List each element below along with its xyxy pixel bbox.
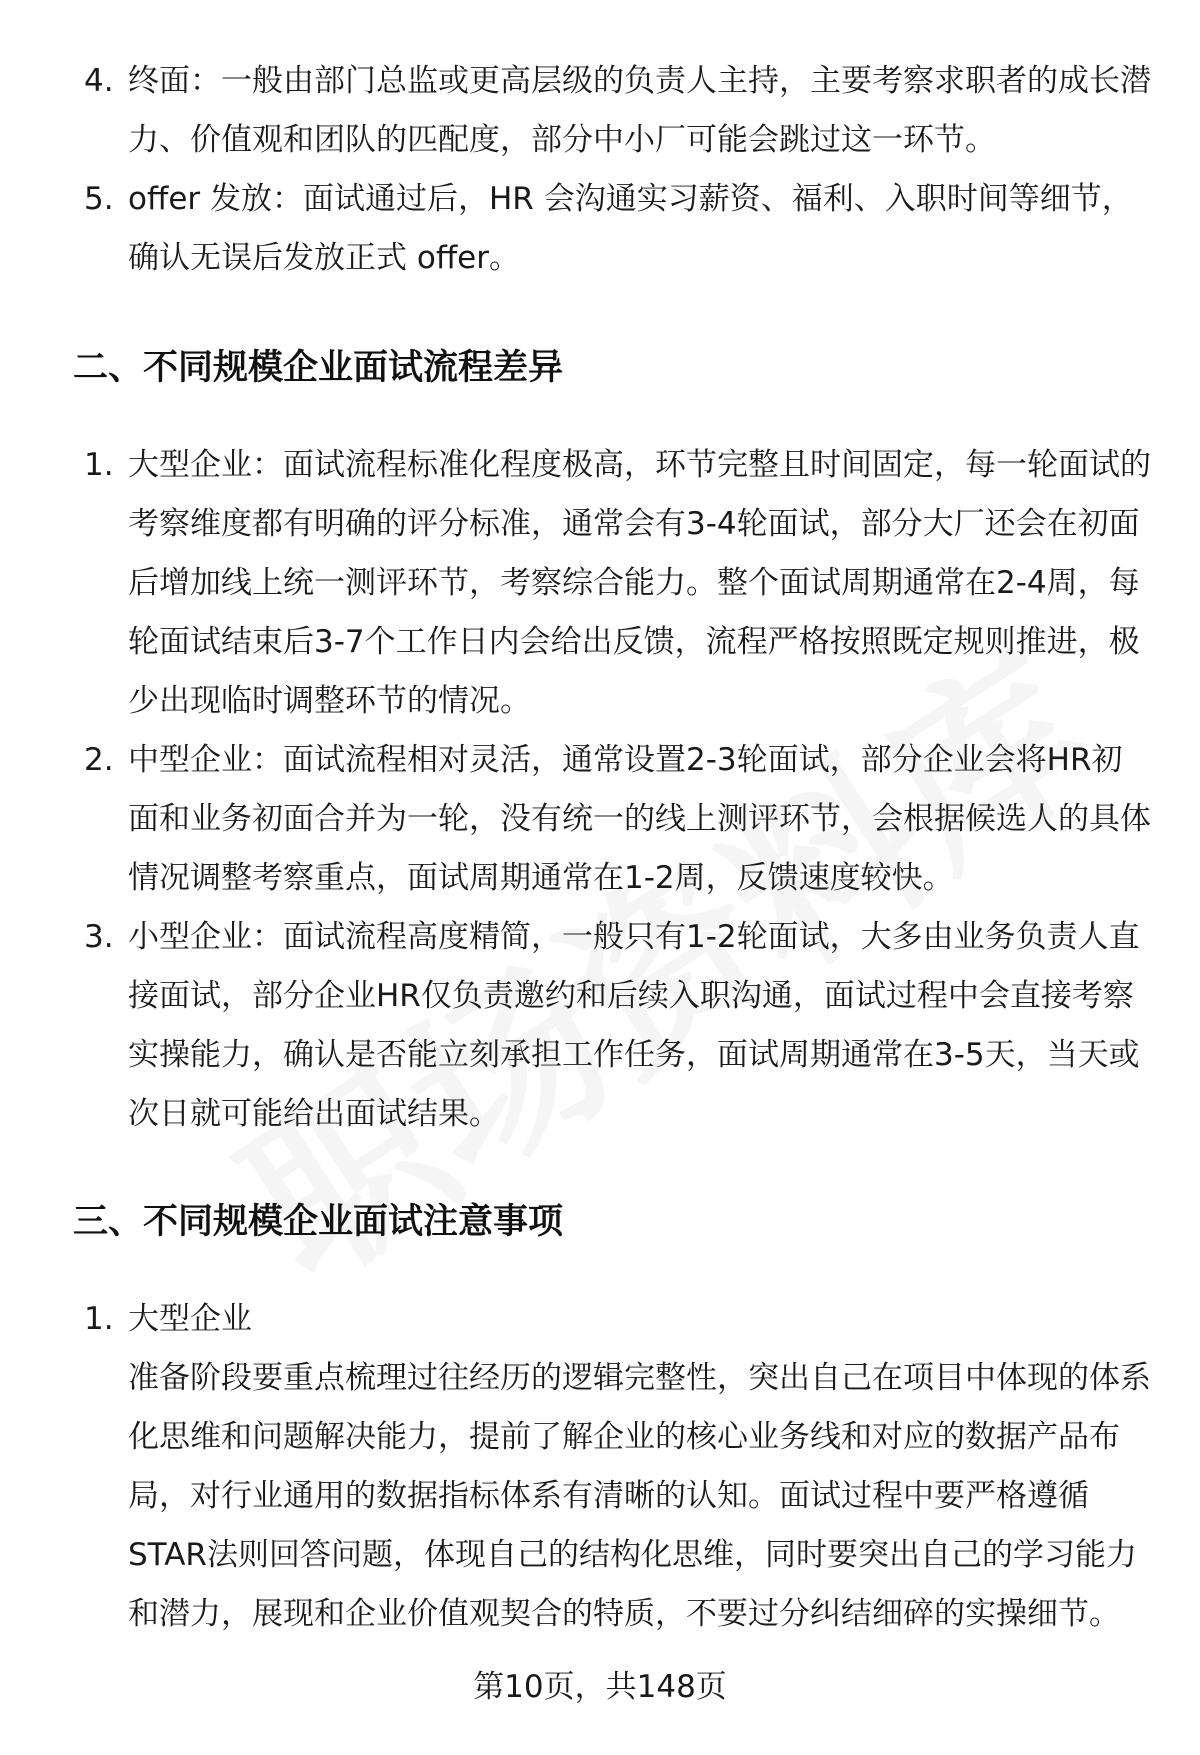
- list-number: 3.: [84, 919, 114, 955]
- list-item-text: 大型企业：面试流程标准化程度极高，环节完整且时间固定，每一轮面试的考察维度都有明确的评分标准，通常会有3-4轮面试，部分大厂还会在初面后增加线上统一测评环节，考察综合能力。整个面试周期通常在2-4周，每轮面试结束后3-7个工作日内会给出反馈，流程严格按照既定规则推进，极少出现临时调整环节的情况。: [128, 447, 1151, 719]
- list-number: 2.: [84, 742, 114, 778]
- list-item-title: 大型企业: [128, 1301, 252, 1337]
- top-list: [0, 52, 1200, 288]
- section-heading: 三、不同规模企业面试注意事项: [73, 1202, 564, 1242]
- list-item: [0, 52, 1200, 170]
- list-item: [0, 908, 1200, 1144]
- section-heading: 二、不同规模企业面试流程差异: [73, 348, 564, 388]
- list-item-text: 终面：一般由部门总监或更高层级的负责人主持，主要考察求职者的成长潜力、价值观和团队的匹配度，部分中小厂可能会跳过这一环节。: [128, 63, 1151, 158]
- list-item: [0, 1290, 1200, 1644]
- list-number: 1.: [84, 447, 114, 483]
- section2-list: [0, 436, 1200, 1144]
- list-item-text: 中型企业：面试流程相对灵活，通常设置2-3轮面试，部分企业会将HR初面和业务初面合并为一轮，没有统一的线上测评环节，会根据候选人的具体情况调整考察重点，面试周期通常在1-2周，反馈速度较快。: [128, 742, 1151, 896]
- list-item: [0, 436, 1200, 731]
- section3-list: [0, 1290, 1200, 1644]
- list-item-text: offer 发放：面试通过后，HR 会沟通实习薪资、福利、入职时间等细节，确认无误后发放正式 offer。: [128, 181, 1133, 276]
- list-number: 5.: [84, 181, 114, 217]
- page-footer: 第10页，共148页: [473, 1669, 727, 1705]
- list-item-text: 小型企业：面试流程高度精简，一般只有1-2轮面试，大多由业务负责人直接面试，部分企业HR仅负责邀约和后续入职沟通，面试过程中会直接考察实操能力，确认是否能立刻承担工作任务，面试周期通常在3-5天，当天或次日就可能给出面试结果。: [128, 919, 1140, 1132]
- list-number: 1.: [84, 1301, 114, 1337]
- list-item-text: 准备阶段要重点梳理过往经历的逻辑完整性，突出自己在项目中体现的体系化思维和问题解决能力，提前了解企业的核心业务线和对应的数据产品布局，对行业通用的数据指标体系有清晰的认知。面试过程中要严格遵循STAR法则回答问题，体现自己的结构化思维，同时要突出自己的学习能力和潜力，展现和企业价值观契合的特质，不要过分纠结细碎的实操细节。: [128, 1360, 1151, 1632]
- list-number: 4.: [84, 63, 114, 99]
- list-item: [0, 731, 1200, 908]
- list-item: [0, 170, 1200, 288]
